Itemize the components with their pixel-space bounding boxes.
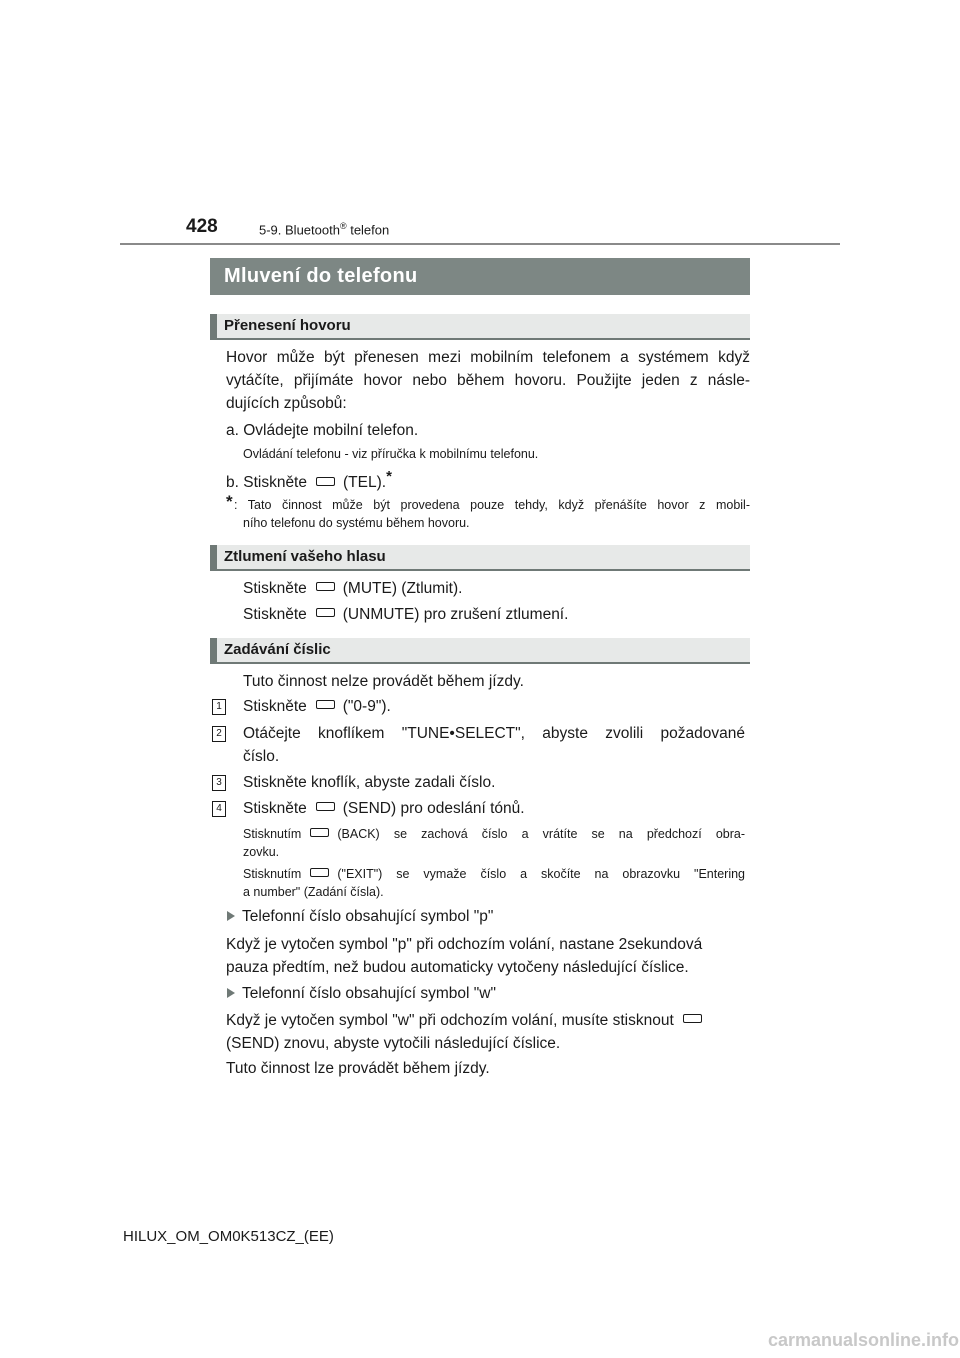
- w-symbol-line3: Tuto činnost lze provádět během jízdy.: [226, 1060, 490, 1077]
- step-2-badge: 2: [212, 726, 226, 742]
- note-back-line1: Stisknutím (BACK) se zachová číslo a vrátíte se na předchozí obra-: [243, 827, 745, 841]
- step-2-line1: Otáčejte knoflíkem "TUNE•SELECT", abyste zvolili požadované: [243, 725, 745, 742]
- mute-line: Stiskněte (MUTE) (Ztlumit).: [243, 580, 463, 597]
- tel-button-icon: [316, 477, 335, 486]
- subheading-mute: Ztlumení vašeho hlasu: [210, 545, 750, 571]
- step-1-text: Stiskněte ("0-9").: [243, 698, 391, 715]
- subheading-transfer: Přenesení hovoru: [210, 314, 750, 340]
- step-2-line2: číslo.: [243, 748, 280, 765]
- p-symbol-line1: Když je vytočen symbol "p" při odchozím volání, nastane 2sekundová: [226, 936, 703, 953]
- section-label: 5-9. Bluetooth® telefon: [259, 221, 390, 238]
- w-symbol-heading: Telefonní číslo obsahující symbol "w": [227, 983, 496, 1004]
- send-button-icon: [683, 1014, 702, 1023]
- option-a-note: Ovládání telefonu - viz příručka k mobilnímu telefonu.: [243, 447, 539, 461]
- step-3-text: Stiskněte knoflík, abyste zadali číslo.: [243, 774, 496, 791]
- note-back-line2: zovku.: [243, 845, 280, 859]
- option-a: a. Ovládejte mobilní telefon.: [226, 422, 419, 439]
- footnote-line2: ního telefonu do systému během hovoru.: [243, 516, 470, 530]
- step-1-badge: 1: [212, 699, 226, 715]
- footnote-asterisk: *: [226, 492, 233, 511]
- watermark: carmanualsonline.info: [768, 1330, 960, 1350]
- p-symbol-heading: Telefonní číslo obsahující symbol "p": [227, 906, 493, 927]
- mute-button-icon: [316, 582, 335, 591]
- page-number: 428: [186, 216, 218, 237]
- document-code: HILUX_OM_OM0K513CZ_(EE): [123, 1228, 334, 1245]
- w-symbol-line2: (SEND) znovu, abyste vytočili následující číslice.: [226, 1035, 561, 1052]
- footnote-line1: : Tato činnost může být provedena pouze tehdy, když přenášíte hovor z mobil-: [234, 498, 750, 512]
- triangle-bullet-icon: [227, 988, 235, 998]
- unmute-button-icon: [316, 608, 335, 617]
- send-button-icon: [316, 802, 335, 811]
- p-symbol-line2: pauza předtím, než budou automaticky vytočeny následující číslice.: [226, 959, 689, 976]
- triangle-bullet-icon: [227, 911, 235, 921]
- unmute-line: Stiskněte (UNMUTE) pro zrušení ztlumení.: [243, 606, 569, 623]
- step-4-badge: 4: [212, 801, 226, 817]
- header-divider: [120, 243, 840, 245]
- back-button-icon: [310, 828, 329, 837]
- transfer-intro-line3: dujících způsobů:: [226, 395, 347, 412]
- step-3-badge: 3: [212, 775, 226, 791]
- transfer-intro-line2: vytáčíte, přijímáte hovor nebo během hovoru. Použijte jeden z násle-: [226, 372, 750, 389]
- digits-button-icon: [316, 700, 335, 709]
- option-b: b. Stiskněte (TEL).*: [226, 468, 392, 492]
- exit-button-icon: [310, 868, 329, 877]
- note-exit-line1: Stisknutím ("EXIT") se vymaže číslo a skočíte na obrazovku "Entering: [243, 867, 745, 881]
- step-4-text: Stiskněte (SEND) pro odeslání tónů.: [243, 800, 525, 817]
- w-symbol-line1: Když je vytočen symbol "w" při odchozím volání, musíte stisknout: [226, 1010, 710, 1031]
- note-exit-line2: a number" (Zadání čísla).: [243, 885, 384, 899]
- transfer-intro-line1: Hovor může být přenesen mezi mobilním telefonem a systémem když: [226, 349, 750, 366]
- digits-intro: Tuto činnost nelze provádět během jízdy.: [243, 673, 524, 690]
- page-title: Mluvení do telefonu: [210, 258, 750, 295]
- subheading-digits: Zadávání číslic: [210, 638, 750, 664]
